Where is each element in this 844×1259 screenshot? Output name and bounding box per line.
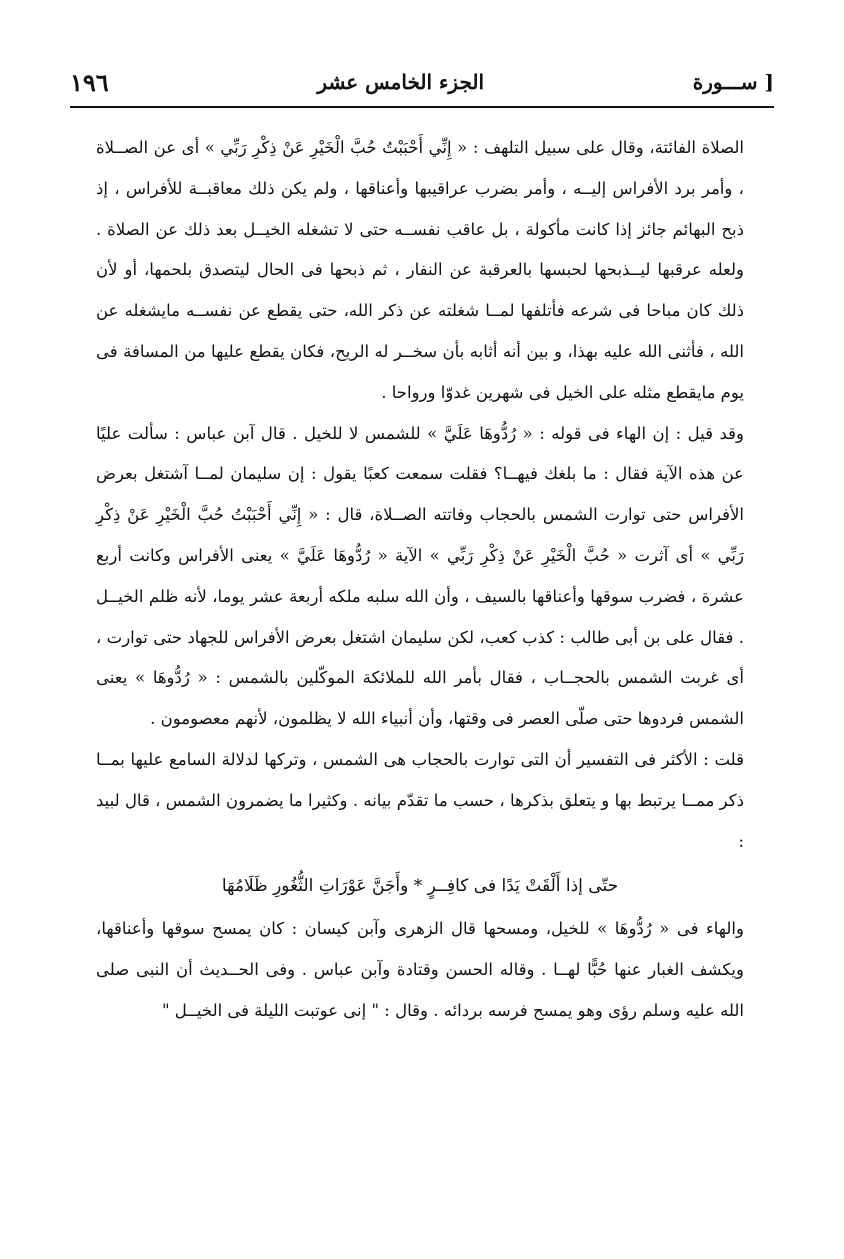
paragraph-2: وقد قيل : إن الهاء فى قوله : « رُدُّوهَا عَلَيَّ » للشمس لا للخيل . قال آبن عباس : سألت عليًا عن هذه الآية فقال : ما بلغك فيهــا؟ فقلت سمعت كعبًا يقول : إن سليمان لمــا آشتغل بعرض الأفراس حتى توارت الشمس بالحجاب وفاتته الصــلاة، قال : « إِنِّي أَحْبَبْتُ حُبَّ الْخَيْرِ عَنْ ذِكْرِ رَبِّي » أى آثرت « حُبَّ الْخَيْرِ عَنْ ذِكْرِ رَبِّي » الآية « رُدُّوهَا عَلَيَّ » يعنى الأفراس وكانت أربع عشرة ، فضرب سوقها وأعناقها بالسيف ، وأن الله سلبه ملكه أربعة عشر يوما، لأنه ظلم الخيــل . فقال على بن أبى طالب : كذب كعب، لكن سليمان اشتغل بعرض الأفراس للجهاد حتى توارت ، أى غربت الشمس بالحجــاب ، فقال بأمر الله للملائكة الموكّلين بالشمس : « رُدُّوهَا » يعنى الشمس فردوها حتى صلّى العصر فى وقتها، وأن أنبياء الله لا يظلمون، لأنهم معصومون . bbox=[96, 423, 744, 729]
page-body bbox=[96, 128, 744, 1032]
header-rule bbox=[70, 106, 774, 108]
page-number: ١٩٦ bbox=[70, 67, 109, 97]
paragraph-1: الصلاة الفائتة، وقال على سبيل التلهف : « إِنِّي أَحْبَبْتُ حُبَّ الْخَيْرِ عَنْ ذِكْرِ رَبِّي » أى عن الصــلاة ، وأمر برد الأفراس إليــه ، وأمر بضرب عراقيبها وأعناقها ، ولم يكن ذلك معاقبــة للأفراس ، إذ ذبح البهائم جائز إذا كانت مأكولة ، بل عاقب نفســه حتى لا تشغله الخيــل بعد ذلك عن الصلاة . ولعله عرقبها ليــذبحها لحبسها بالعرقبة عن النفار ، ثم ذبحها فى الحال ليتصدق بلحمها، أو لأن ذلك كان مباحا فى شرعه فأتلفها لمــا شغلته عن ذكر الله، حتى يقطع عن نفســه مايشغله عن الله ، فأثنى الله عليه بهذا، و بين أنه أثابه بأن سخــر له الريح، فكان يقطع عليها من المسافة فى يوم مايقطع مثله على الخيل فى شهرين غدوّا ورواحا . bbox=[96, 138, 744, 402]
page-header bbox=[70, 60, 774, 104]
running-title: الجزء الخامس عشر bbox=[317, 70, 485, 94]
poetry-verse: حتّى إذا أَلْقَتْ يَدًا فى كافِــرٍ * وأَجَنَّ عَوْرَاتِ الثُّغُورِ ظَلَامُهَا bbox=[221, 876, 619, 897]
surah-label: [ ســـورة bbox=[692, 70, 774, 94]
paragraph-4: والهاء فى « رُدُّوهَا » للخيل، ومسحها قال الزهرى وآبن كيسان : كان يمسح سوقها وأعناقها، ويكشف الغبار عنها حُبًّا لهــا . وقاله الحسن وقتادة وآبن عباس . وفى الحــديث أن النبى صلى الله عليه وسلم رؤى وهو يمسح فرسه بردائه . وقال : " إنى عوتبت الليلة فى الخيــل " bbox=[96, 919, 744, 1020]
paragraph-3: قلت : الأكثر فى التفسير أن التى توارت بالحجاب هى الشمس ، وتركها لدلالة السامع عليها بمــا ذكر ممــا يرتبط بها و يتعلق بذكرها ، حسب ما تقدّم بيانه . وكثيرا ما يضمرون الشمس ، قال لبيد : bbox=[96, 749, 744, 851]
